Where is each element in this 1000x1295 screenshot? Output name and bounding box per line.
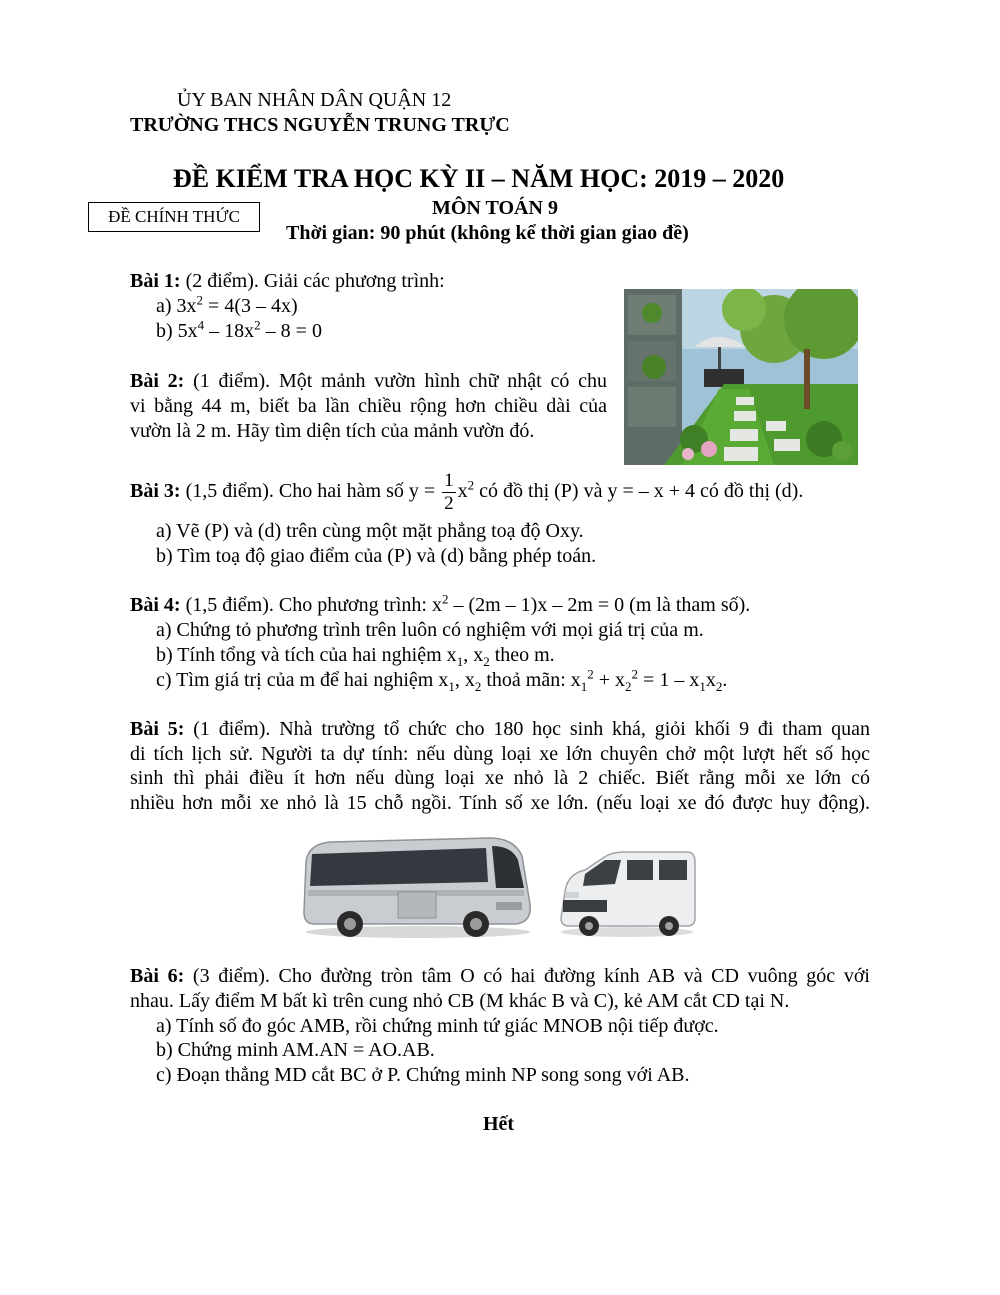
committee-name: ỦY BAN NHÂN DÂN QUẬN 12 [177, 89, 452, 111]
bai6-b: b) Chứng minh AM.AN = AO.AB. [156, 1039, 435, 1061]
bai5-line2: di tích lịch sử. Người ta dự tính: nếu dùng loại xe lớn chuyên chở một lượt hết số học [130, 743, 870, 765]
bai3-b: b) Tìm toạ độ giao điểm của (P) và (d) bằng phép toán. [156, 545, 597, 567]
official-badge: ĐỀ CHÍNH THỨC [88, 202, 260, 232]
bai5-line4: nhiều hơn mỗi xe nhỏ là 15 chỗ ngồi. Tính số xe lớn. (nếu loại xe đó được huy động). [130, 792, 870, 814]
bai1-intro: Bài 1: (2 điểm). Giải các phương trình: [130, 270, 445, 292]
exam-title: ĐỀ KIỂM TRA HỌC KỲ II – NĂM HỌC: 2019 – 2020 [173, 164, 785, 193]
end-marker: Hết [483, 1113, 515, 1135]
bai2-line3: vườn là 2 m. Hãy tìm diện tích của mảnh vườn đó. [130, 420, 535, 442]
bai3-fraction: $\frac{1}{2}$ [444, 469, 454, 514]
bai2-line1: Bài 2: (1 điểm). Một mảnh vườn hình chữ nhật có chu [130, 370, 607, 392]
bai1-a: a) $3x^2 = 4(3 - 4x)$ [156, 292, 298, 317]
bai5-line1: Bài 5: (1 điểm). Nhà trường tổ chức cho 180 học sinh khá, giỏi khối 9 đi tham quan [130, 718, 870, 740]
garden-image [624, 289, 858, 465]
van-image [555, 848, 699, 938]
bus-image [300, 832, 536, 940]
bai4-c: c) Tìm giá trị của m để hai nghiệm $x_1$, $x_2$ thoả mãn: $x_1^2 + x_2^2 = 1 - x_1x_2$. [156, 666, 728, 694]
bai6-line1: Bài 6: (3 điểm). Cho đường tròn tâm O có hai đường kính AB và CD vuông góc với [130, 965, 870, 987]
bai2-line2: vi bằng 44 m, biết ba lần chiều rộng hơn chiều dài của [130, 395, 607, 417]
bai5-line3: sinh thì phải điều ít hơn nếu dùng loại xe nhỏ là 2 chiếc. Biết rằng mỗi xe lớn có [130, 767, 870, 789]
bai1-b: b) $5x^4 - 18x^2 - 8 = 0$ [156, 317, 322, 342]
bai6-line2: nhau. Lấy điểm M bất kì trên cung nhỏ CB (M khác B và C), kẻ AM cắt CD tại N. [130, 990, 790, 1012]
exam-duration: Thời gian: 90 phút (không kể thời gian giao đề) [286, 222, 689, 244]
bai6-a: a) Tính số đo góc AMB, rồi chứng minh tứ giác MNOB nội tiếp được. [156, 1015, 719, 1037]
bai6-c: c) Đoạn thẳng MD cắt BC ở P. Chứng minh NP song song với AB. [156, 1064, 690, 1086]
bai4-b: b) Tính tổng và tích của hai nghiệm $x_1$, $x_2$ theo m. [156, 644, 555, 669]
school-name: TRƯỜNG THCS NGUYỄN TRUNG TRỰC [130, 114, 510, 136]
bai4-intro: Bài 4: (1,5 điểm). Cho phương trình: $x^2 - (2m - 1)x - 2m = 0$ (m là tham số). [130, 591, 751, 616]
bai3-intro: Bài 3: (1,5 điểm). Cho hai hàm số y = $\frac{1}{2}$ $x^2$ có đồ thị (P) và y = – x + 4 có đồ thị (d). [130, 469, 804, 514]
bai4-a: a) Chứng tỏ phương trình trên luôn có nghiệm với mọi giá trị của m. [156, 619, 704, 641]
bai3-a: a) Vẽ (P) và (d) trên cùng một mặt phẳng toạ độ Oxy. [156, 520, 584, 542]
subject-title: MÔN TOÁN 9 [432, 197, 558, 219]
